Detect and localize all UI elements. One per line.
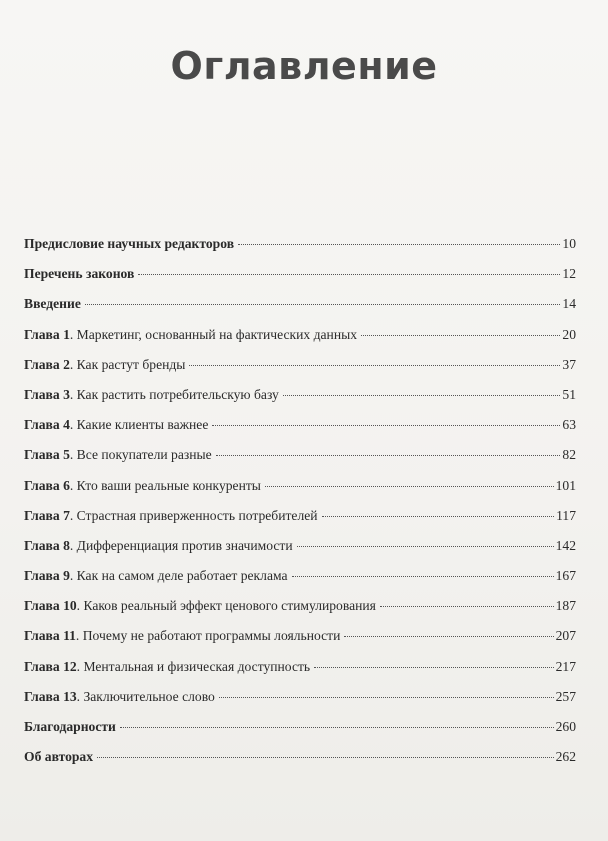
dot-leader — [322, 516, 555, 517]
toc-page-number: 262 — [555, 749, 576, 765]
dot-leader — [85, 304, 561, 305]
chapter-number: Глава 11 — [24, 628, 76, 644]
toc-entry-text: . Маркетинг, основанный на фактических данных — [69, 326, 358, 342]
toc-entry — [24, 327, 576, 357]
toc-page-number: 101 — [555, 477, 576, 493]
toc-entry-text: . Страстная приверженность потребителей — [69, 507, 318, 523]
toc-page-number: 217 — [555, 658, 576, 674]
toc-entry — [24, 749, 576, 779]
toc-entry-title — [24, 598, 376, 614]
toc-entry — [24, 628, 576, 658]
dot-leader — [283, 395, 561, 396]
toc-entry-text: . Как на самом деле работает реклама — [69, 568, 288, 584]
toc-entry — [24, 719, 576, 749]
toc-entry-text: . Почему не работают программы лояльности — [75, 628, 341, 644]
chapter-number: Глава 10 — [24, 598, 77, 614]
toc-page-number: 117 — [556, 507, 576, 523]
toc-page-number: 82 — [562, 447, 576, 463]
toc-entry-text: . Как растить потребительскую базу — [69, 386, 279, 402]
toc-page-number: 51 — [562, 386, 576, 402]
dot-leader — [314, 667, 553, 668]
toc-entry-text: . Дифференциация против значимости — [69, 537, 293, 553]
page-title: Оглавление — [170, 44, 438, 88]
toc-entry-title — [24, 508, 318, 524]
toc-entry — [24, 296, 576, 326]
toc-page-number: 14 — [562, 296, 576, 312]
dot-leader — [212, 425, 560, 426]
dot-leader — [297, 546, 554, 547]
toc-entry-text: Об авторах — [24, 749, 94, 765]
toc-entry-text: . Кто ваши реальные конкуренты — [69, 477, 261, 493]
chapter-number: Глава 2 — [24, 356, 70, 372]
toc-entry — [24, 598, 576, 628]
toc-entry-title — [24, 628, 340, 644]
chapter-number: Глава 7 — [24, 507, 70, 523]
chapter-number: Глава 6 — [24, 477, 70, 493]
toc-entry — [24, 568, 576, 598]
toc-entry-title — [24, 538, 293, 554]
toc-entry-text: . Заключительное слово — [76, 688, 215, 704]
toc-entry — [24, 478, 576, 508]
toc-entry-title — [24, 659, 310, 675]
chapter-number: Глава 1 — [24, 326, 70, 342]
dot-leader — [138, 274, 560, 275]
toc-entry-title — [24, 568, 288, 584]
toc-entry — [24, 538, 576, 568]
chapter-number: Глава 13 — [24, 688, 77, 704]
toc-entry-title — [24, 478, 261, 494]
toc-entry-text: . Каков реальный эффект ценового стимулирования — [76, 598, 376, 614]
toc-entry-text: Предисловие научных редакторов — [24, 236, 235, 251]
toc-page-number: 12 — [562, 266, 576, 282]
toc-entry-title — [24, 357, 185, 373]
toc-entry-text: . Как растут бренды — [69, 356, 186, 372]
chapter-number: Глава 9 — [24, 568, 70, 584]
toc-entry-text: Благодарности — [24, 719, 116, 734]
toc-entry-title — [24, 266, 134, 282]
toc-entry-title — [24, 689, 215, 705]
toc-page-number: 37 — [562, 356, 576, 372]
toc-page-number: 63 — [562, 417, 576, 433]
dot-leader — [219, 697, 554, 698]
toc-entry — [24, 387, 576, 417]
toc-entry — [24, 417, 576, 447]
toc-page-number: 257 — [555, 688, 576, 704]
toc-page-number: 142 — [555, 537, 576, 553]
toc-page-number: 167 — [555, 568, 576, 584]
dot-leader — [216, 455, 561, 456]
toc-entry-title — [24, 387, 279, 403]
chapter-number: Глава 12 — [24, 658, 77, 674]
dot-leader — [238, 244, 560, 245]
toc-page-number: 20 — [562, 326, 576, 342]
toc-entry-title — [24, 749, 93, 765]
toc-entry — [24, 266, 576, 296]
toc-entry-text: Перечень законов — [24, 266, 135, 282]
dot-leader — [344, 636, 553, 637]
dot-leader — [97, 757, 554, 758]
toc-entry-title — [24, 296, 81, 312]
toc-entry-title — [24, 417, 208, 433]
toc-entry — [24, 357, 576, 387]
toc-entry-text: Введение — [24, 296, 81, 312]
toc-page-number: 207 — [555, 628, 576, 644]
toc-entry-title — [24, 236, 234, 252]
toc-page-number: 10 — [562, 236, 576, 251]
toc-entry — [24, 236, 576, 266]
toc-entry-text: . Все покупатели разные — [69, 447, 212, 463]
toc-entry-text: . Ментальная и физическая доступность — [76, 658, 311, 674]
dot-leader — [380, 606, 554, 607]
toc-entry-text: . Какие клиенты важнее — [69, 417, 209, 433]
toc-entry — [24, 659, 576, 689]
toc-entry-title — [24, 327, 357, 343]
toc-entry-title — [24, 719, 116, 735]
chapter-number: Глава 3 — [24, 386, 70, 402]
dot-leader — [189, 365, 560, 366]
toc-page-number: 260 — [555, 719, 576, 734]
toc-entry-title — [24, 447, 212, 463]
toc-entry — [24, 689, 576, 719]
chapter-number: Глава 5 — [24, 447, 70, 463]
dot-leader — [265, 486, 554, 487]
toc-entry — [24, 508, 576, 538]
toc-page-number: 187 — [555, 598, 576, 614]
toc-entry — [24, 447, 576, 477]
dot-leader — [120, 727, 554, 728]
dot-leader — [361, 335, 560, 336]
dot-leader — [292, 576, 554, 577]
chapter-number: Глава 4 — [24, 417, 70, 433]
chapter-number: Глава 8 — [24, 537, 70, 553]
table-of-contents — [24, 236, 576, 779]
